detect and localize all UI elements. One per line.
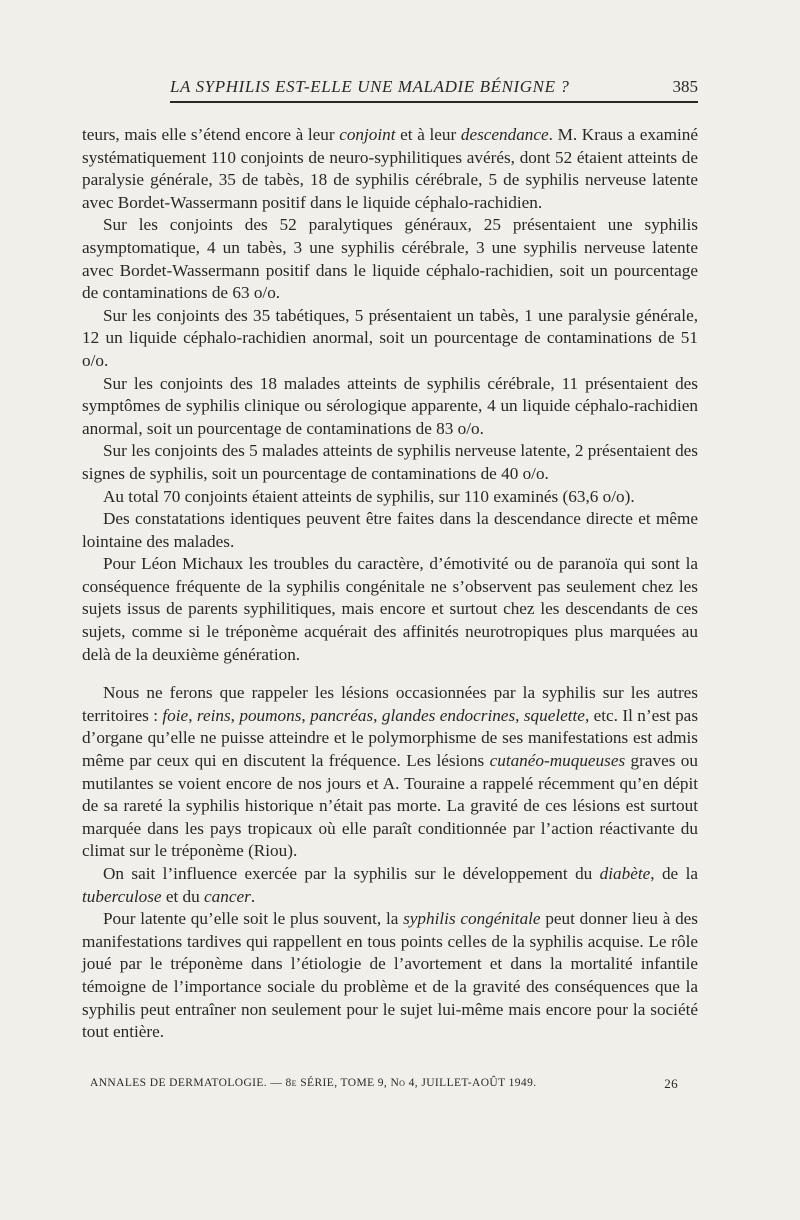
text-run: , etc. Il n’est pas d’organe qu’elle ne puisse atteindre et le polymorphisme de ses manifestations est admis même par ceux qui en discutent la fréquence. Les lésions [82, 705, 699, 771]
italic-term: poumons [239, 705, 302, 725]
text-run: Sur les conjoints des 52 paralytiques généraux, 25 présentaient une syphilis asymptomatique, 4 un tabès, 3 une syphilis cérébrale, 3 une syphilis nerveuse latente avec Bordet-Wassermann positif dans le liquide céphalo-rachidien, soit un pourcentage de contaminations de 63 o/o. [82, 215, 698, 303]
text-run: , [230, 705, 240, 725]
paragraph-p4 [82, 373, 698, 441]
page-footer [90, 1077, 698, 1097]
text-run: et du [161, 886, 205, 906]
running-title: LA SYPHILIS EST-ELLE UNE MALADIE BÉNIGNE ? [170, 77, 570, 96]
italic-term: pancréas [310, 705, 374, 725]
text-run: Sur les conjoints des 18 malades atteints de syphilis cérébrale, 11 présentaient des symptômes de syphilis clinique ou sérologique apparente, 4 un liquide céphalo-rachidien anormal, soit un pourcentage de contaminations de 83 o/o. [82, 373, 698, 438]
text-run: Au total 70 conjoints étaient atteints de syphilis, sur 110 examinés (63,6 o/o). [103, 486, 635, 506]
italic-term: cancer [204, 886, 251, 906]
text-run: , [515, 705, 524, 725]
running-header [170, 77, 698, 103]
text-run: teurs, mais elle s’étend encore à leur [82, 125, 340, 144]
footer-citation: ANNALES DE DERMATOLOGIE. — 8e SÉRIE, TOME 9, No 4, JUILLET-AOÛT 1949. [90, 1077, 537, 1089]
italic-term: reins [196, 705, 231, 725]
italic-term: diabète [599, 864, 651, 883]
text-run: Nous ne ferons que rappeler les lésions occasionnées par la syphilis sur les autres territoires : [82, 683, 698, 725]
paragraph-p5 [82, 440, 698, 485]
paragraph-p3 [82, 305, 698, 373]
page-number: 385 [672, 77, 698, 96]
text-run: On sait l’influence exercée par la syphilis sur le développement du [103, 864, 600, 883]
body-text [82, 124, 698, 1044]
italic-term: squelette [523, 705, 585, 725]
text-run: . M. Kraus a examiné systématiquement 110 conjoints de neuro-syphilitiques avérés, dont 52 étaient atteints de paralysie générale, 35 de tabès, 18 de syphilis cérébrale, 5 de syphilis nerveuse latente avec Bordet-Wassermann positif dans le liquide céphalo-rachidien. [82, 125, 698, 212]
paragraph-p6 [82, 486, 698, 509]
paragraph-p11 [82, 908, 698, 1044]
italic-term: syphilis congénitale [403, 909, 541, 929]
paragraph-p9 [82, 682, 698, 863]
text-run: Sur les conjoints des 35 tabétiques, 5 présentaient un tabès, 1 une paralysie générale, 12 un liquide céphalo-rachidien anormal, soit un pourcentage de contaminations de 51 o/o. [82, 305, 698, 370]
text-run: Pour latente qu’elle soit le plus souvent, la [103, 909, 404, 929]
signature-number: 26 [664, 1076, 678, 1091]
italic-term: glandes endocrines [381, 705, 516, 725]
paragraph-p8 [82, 553, 698, 666]
text-run: Sur les conjoints des 5 malades atteints de syphilis nerveuse latente, 2 présentaient des signes de syphilis, soit un pourcentage de contaminations de 40 o/o. [82, 441, 698, 483]
text-run: , [301, 705, 311, 725]
text-run: , de la [650, 864, 698, 883]
document-page [82, 0, 698, 1220]
paragraph-p2 [82, 214, 698, 304]
text-run: graves ou mutilantes se voient encore de nos jours et A. Touraine a rappelé récemment qu’en dépit de sa rareté la syphilis historique n’était pas morte. La gravité de ces lésions est surtout marquée dans les pays tropicaux où elle paraît conditionnée par l’action réactivante du climat sur le tréponème (Riou). [82, 751, 698, 861]
text-run: , [188, 705, 197, 725]
text-run: Pour Léon Michaux les troubles du caractère, d’émotivité ou de paranoïa qui sont la conséquence fréquente de la syphilis congénitale ne s’observent pas seulement chez les sujets issus de parents syphilitiques, mais encore et surtout chez les descendants de ces sujets, comme si le tréponème acquérait des affinités neurotropiques plus marquées au delà de la deuxième génération. [82, 554, 698, 664]
italic-term: foie [162, 705, 189, 725]
paragraph-p7 [82, 508, 698, 553]
text-run: et à leur [395, 125, 461, 144]
header-rule [170, 101, 698, 103]
text-run: peut donner lieu à des manifestations tardives qui rappellent en tous points celles de la syphilis acquise. Le rôle joué par le tréponème dans l’étiologie de l’avortement et dans la mortalité infantile témoigne de l’importance sociale du problème et de la gravité des conséquences que la syphilis peut entraîner non seulement pour le sujet lui-même mais encore pour la société tout entière. [82, 909, 698, 1042]
italic-term: descendance [460, 125, 549, 144]
paragraph-p10 [82, 863, 698, 908]
text-run: , [373, 705, 382, 725]
text-run: . [250, 886, 256, 906]
italic-term: tuberculose [82, 886, 162, 906]
italic-term: cutanéo-muqueuses [489, 751, 626, 771]
text-run: Des constatations identiques peuvent être faites dans la descendance directe et même lointaine des malades. [82, 509, 698, 551]
paragraph-p1 [82, 124, 698, 214]
italic-term: conjoint [339, 125, 396, 144]
